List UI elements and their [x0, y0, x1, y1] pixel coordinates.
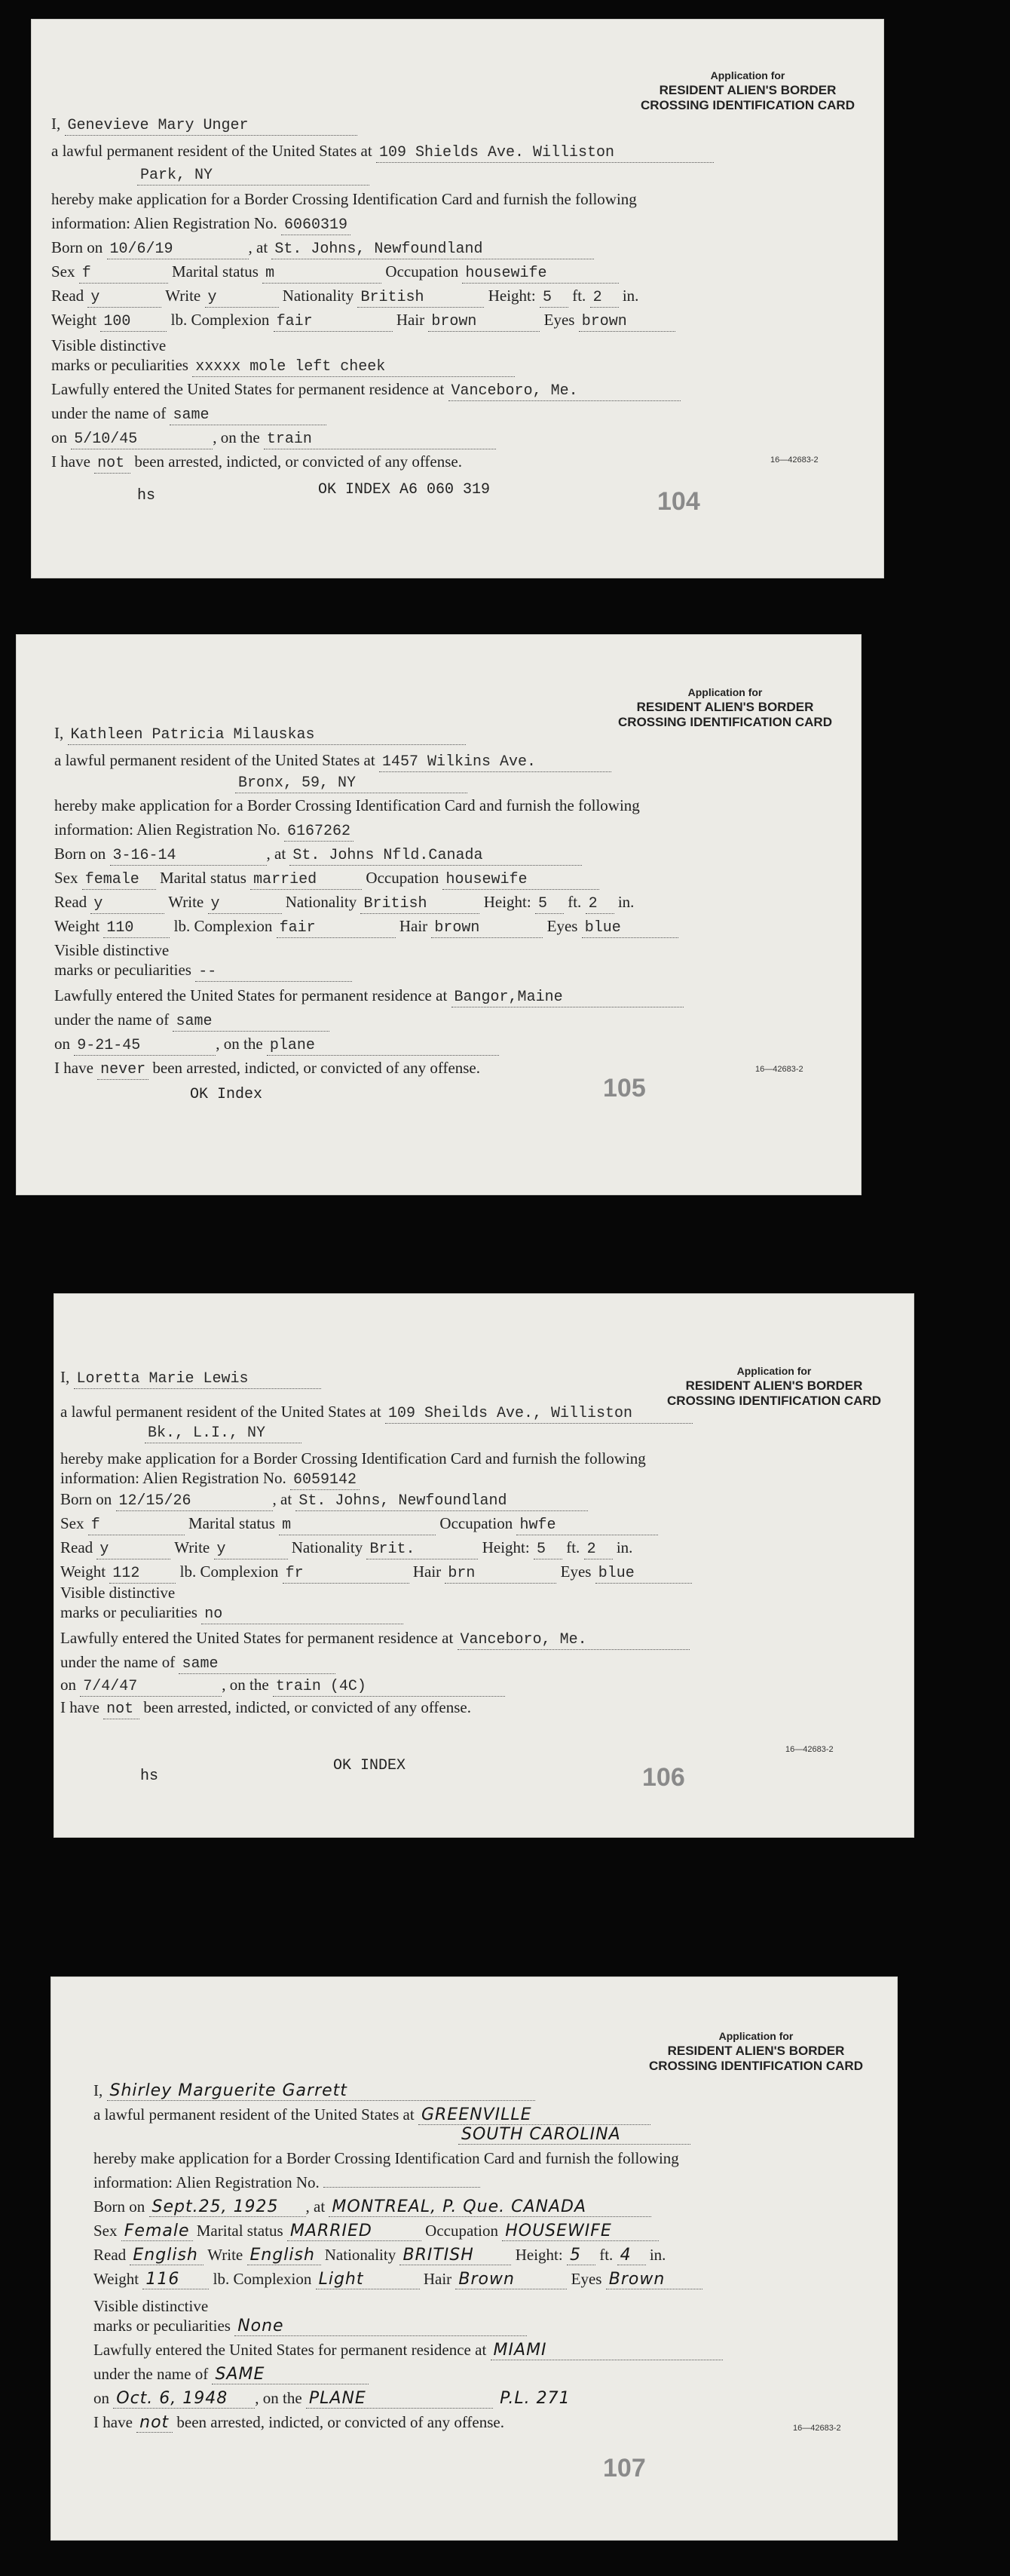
entry-name: same	[173, 1013, 329, 1032]
label-lawful: a lawful permanent resident of the United States at	[54, 751, 375, 769]
label-occupation: Occupation	[385, 262, 459, 281]
label-been: been arrested, indicted, or convicted of any offense.	[176, 2413, 504, 2431]
nationality-value: British	[360, 895, 479, 914]
alien-registration-number: 6167262	[284, 823, 354, 842]
conveyance: train (4C)	[273, 1678, 505, 1697]
label-occupation: Occupation	[439, 1514, 513, 1532]
label-ft: ft.	[566, 1538, 580, 1556]
label-on-the: , on the	[222, 1676, 269, 1694]
label-under: under the name of	[60, 1653, 176, 1671]
label-have: I have	[54, 1059, 93, 1077]
label-sex: Sex	[60, 1514, 84, 1532]
read-value: y	[96, 1541, 170, 1559]
write-value: y	[208, 895, 282, 914]
label-write: Write	[174, 1538, 210, 1556]
hair-value: brn	[445, 1565, 556, 1584]
header-app-for: Application for	[687, 686, 763, 698]
label-height: Height:	[515, 2246, 563, 2264]
occupation-value: housewife	[462, 265, 619, 284]
card-number: 105	[603, 1074, 646, 1102]
label-been: been arrested, indicted, or convicted of any offense.	[134, 452, 462, 471]
hair-value: brown	[428, 313, 540, 332]
arrested-value: not	[103, 1700, 139, 1719]
height-in: 2	[584, 1541, 613, 1559]
label-ft: ft.	[572, 287, 586, 305]
label-write: Write	[165, 287, 201, 305]
label-on: on	[93, 2389, 109, 2407]
label-i: I,	[93, 2081, 103, 2099]
label-hereby: hereby make application for a Border Crossing Identification Card and furnish the following	[51, 190, 637, 208]
write-value: English	[247, 2246, 321, 2265]
address-line2: Bronx, 59, NY	[235, 774, 467, 793]
label-eyes: Eyes	[543, 311, 575, 329]
marks-value: --	[195, 963, 352, 982]
marks-value: no	[201, 1605, 403, 1624]
eyes-value: blue	[582, 919, 678, 938]
label-on-the: , on the	[213, 428, 260, 446]
application-card-4	[51, 1977, 897, 2540]
occupation-value: hwfe	[516, 1516, 658, 1535]
header-app-for: Application for	[718, 2030, 794, 2042]
label-ft: ft.	[599, 2246, 614, 2264]
occupation-value: housewife	[442, 871, 599, 890]
marital-value: MARRIED	[287, 2222, 421, 2241]
label-hereby: hereby make application for a Border Crossing Identification Card and furnish the following	[60, 1449, 646, 1467]
alien-registration-number: 6059142	[290, 1471, 360, 1490]
height-in: 4	[617, 2246, 646, 2265]
entry-date: 7/4/47	[80, 1678, 222, 1697]
label-nationality: Nationality	[291, 1538, 363, 1556]
label-marital: Marital status	[160, 869, 246, 887]
label-nationality: Nationality	[282, 287, 354, 305]
label-on-the: , on the	[255, 2389, 302, 2407]
complexion-value: Light	[316, 2271, 420, 2289]
eyes-value: Brown	[606, 2271, 702, 2289]
entry-place: Bangor,Maine	[451, 989, 684, 1007]
card-header	[642, 1363, 906, 1409]
application-card-1	[32, 20, 883, 578]
label-lawfully: Lawfully entered the United States for permanent residence at	[93, 2341, 487, 2359]
conveyance-note: P.L. 271	[500, 2389, 571, 2408]
label-in: in.	[617, 893, 635, 911]
label-write: Write	[168, 893, 204, 911]
label-born-on: Born on	[93, 2197, 145, 2216]
marital-value: married	[250, 871, 362, 890]
header-app-for: Application for	[710, 69, 785, 81]
label-under: under the name of	[51, 404, 167, 422]
entry-name: same	[179, 1655, 335, 1674]
entry-place: Vanceboro, Me.	[458, 1631, 690, 1650]
address-line1: 1457 Wilkins Ave.	[379, 753, 611, 772]
complexion-value: fr	[283, 1565, 409, 1584]
header-title-line2: CROSSING IDENTIFICATION CARD	[641, 98, 855, 112]
label-alien-reg: information: Alien Registration No.	[93, 2173, 320, 2191]
read-value: y	[90, 895, 164, 914]
height-ft: 5	[540, 289, 568, 308]
entry-name: SAME	[212, 2366, 369, 2384]
form-number: 16—42683-2	[785, 1745, 834, 1754]
applicant-name: Genevieve Mary Unger	[65, 117, 357, 136]
hair-value: brown	[431, 919, 543, 938]
form-number: 16—42683-2	[793, 2424, 841, 2433]
card-number: 104	[657, 487, 700, 516]
address-line2: Park, NY	[137, 167, 369, 186]
applicant-name: Loretta Marie Lewis	[74, 1370, 321, 1389]
marks-value: xxxxx mole left cheek	[192, 358, 515, 377]
application-card-3	[54, 1294, 914, 1837]
read-value: English	[130, 2246, 204, 2265]
entry-place: Vanceboro, Me.	[448, 382, 681, 401]
label-born-on: Born on	[54, 845, 106, 863]
label-on: on	[54, 1035, 70, 1053]
sex-value: f	[88, 1516, 185, 1535]
label-under: under the name of	[93, 2365, 209, 2383]
clerk-initials: hs	[137, 487, 156, 504]
height-ft: 5	[534, 1541, 562, 1559]
label-lawful: a lawful permanent resident of the United States at	[51, 142, 372, 160]
card-header	[620, 68, 876, 113]
applicant-name: Kathleen Patricia Milauskas	[68, 726, 466, 745]
birthplace: MONTREAL, P. Que. CANADA	[329, 2198, 651, 2217]
conveyance: train	[264, 431, 496, 449]
label-been: been arrested, indicted, or convicted of any offense.	[143, 1698, 471, 1716]
complexion-value: fair	[277, 919, 396, 938]
alien-registration-number: 6060319	[281, 216, 350, 235]
conveyance: PLANE	[306, 2390, 493, 2409]
applicant-name: Shirley Marguerite Garrett	[107, 2082, 535, 2101]
label-weight: Weight	[51, 311, 97, 329]
label-alien-reg: information: Alien Registration No.	[60, 1469, 286, 1487]
label-complexion: Complexion	[200, 1562, 279, 1581]
arrested-value: not	[94, 455, 130, 474]
label-lb: lb.	[173, 917, 191, 935]
label-complexion: Complexion	[233, 2270, 312, 2288]
entry-name: same	[170, 406, 326, 425]
label-eyes: Eyes	[546, 917, 578, 935]
label-i: I,	[51, 115, 61, 133]
weight-value: 100	[100, 313, 167, 332]
label-complexion: Complexion	[194, 917, 273, 935]
label-hair: Hair	[423, 2270, 452, 2288]
height-ft: 5	[567, 2246, 595, 2265]
birthplace: St. Johns, Newfoundland	[271, 241, 594, 259]
index-stamp: OK INDEX	[333, 1757, 406, 1774]
label-in: in.	[616, 1538, 633, 1556]
label-weight: Weight	[60, 1562, 106, 1581]
label-weight: Weight	[93, 2270, 139, 2288]
weight-value: 112	[109, 1565, 176, 1584]
sex-value: female	[82, 871, 156, 890]
label-on: on	[51, 428, 67, 446]
label-hair: Hair	[396, 311, 425, 329]
marks-value: None	[234, 2317, 527, 2336]
arrested-value: never	[97, 1061, 148, 1080]
label-have: I have	[93, 2413, 133, 2431]
entry-date: Oct. 6, 1948	[113, 2390, 255, 2409]
label-hereby: hereby make application for a Border Crossing Identification Card and furnish the following	[93, 2149, 679, 2167]
arrested-value: not	[136, 2414, 173, 2433]
label-occupation: Occupation	[366, 869, 439, 887]
height-in: 2	[586, 895, 614, 914]
form-number: 16—42683-2	[770, 455, 819, 465]
card-header	[624, 2029, 888, 2074]
label-have: I have	[60, 1698, 99, 1716]
label-in: in.	[649, 2246, 666, 2264]
entry-place: MIAMI	[491, 2341, 723, 2360]
label-alien-reg: information: Alien Registration No.	[51, 214, 277, 232]
label-visible: Visible distinctive	[60, 1584, 176, 1602]
label-in: in.	[622, 287, 639, 305]
birthplace: St. Johns Nfld.Canada	[289, 847, 582, 866]
birthplace: St. Johns, Newfoundland	[295, 1492, 588, 1511]
label-nationality: Nationality	[285, 893, 357, 911]
label-height: Height:	[488, 287, 536, 305]
header-app-for: Application for	[736, 1365, 812, 1377]
address-line1: 109 Sheilds Ave., Williston	[385, 1405, 693, 1424]
label-alien-reg: information: Alien Registration No.	[54, 820, 280, 839]
label-sex: Sex	[51, 262, 75, 281]
clerk-initials: hs	[140, 1768, 159, 1785]
label-marks: marks or peculiarities	[60, 1603, 197, 1621]
label-sex: Sex	[93, 2222, 118, 2240]
nationality-value: British	[357, 289, 484, 308]
eyes-value: brown	[579, 313, 675, 332]
address-line1: GREENVILLE	[418, 2106, 650, 2125]
label-nationality: Nationality	[324, 2246, 396, 2264]
label-eyes: Eyes	[571, 2270, 602, 2288]
label-marital: Marital status	[188, 1514, 275, 1532]
label-lawfully: Lawfully entered the United States for permanent residence at	[51, 380, 445, 398]
height-in: 2	[590, 289, 619, 308]
label-lb: lb.	[213, 2270, 230, 2288]
card-number: 107	[603, 2454, 646, 2482]
occupation-value: HOUSEWIFE	[502, 2222, 659, 2241]
marital-value: m	[262, 265, 381, 284]
label-visible: Visible distinctive	[93, 2297, 209, 2315]
conveyance: plane	[267, 1037, 499, 1056]
label-sex: Sex	[54, 869, 78, 887]
label-weight: Weight	[54, 917, 100, 935]
label-marital: Marital status	[196, 2222, 283, 2240]
label-occupation: Occupation	[425, 2222, 498, 2240]
form-number: 16—42683-2	[755, 1065, 803, 1074]
label-marks: marks or peculiarities	[51, 356, 188, 374]
label-have: I have	[51, 452, 90, 471]
label-i: I,	[54, 724, 64, 742]
index-stamp: OK INDEX A6 060 319	[318, 481, 491, 498]
weight-value: 110	[103, 919, 170, 938]
label-born-on: Born on	[51, 238, 103, 256]
birth-date: Sept.25, 1925	[149, 2198, 306, 2217]
nationality-value: Brit.	[366, 1541, 478, 1559]
label-under: under the name of	[54, 1010, 170, 1029]
label-lb: lb.	[179, 1562, 197, 1581]
height-ft: 5	[535, 895, 564, 914]
write-value: y	[205, 289, 279, 308]
label-been: been arrested, indicted, or convicted of any offense.	[152, 1059, 481, 1077]
label-on: on	[60, 1676, 76, 1694]
birth-date: 12/15/26	[116, 1492, 273, 1511]
alien-registration-number	[323, 2187, 480, 2188]
address-line2: Bk., L.I., NY	[145, 1424, 301, 1443]
label-write: Write	[207, 2246, 243, 2264]
label-marks: marks or peculiarities	[54, 961, 191, 979]
entry-date: 9-21-45	[74, 1037, 216, 1056]
application-card-2	[17, 635, 861, 1194]
label-at: , at	[272, 1490, 292, 1508]
label-height: Height:	[483, 893, 531, 911]
header-title-line2: CROSSING IDENTIFICATION CARD	[649, 2059, 863, 2073]
birth-date: 10/6/19	[107, 241, 249, 259]
nationality-value: BRITISH	[399, 2246, 511, 2265]
label-at: , at	[248, 238, 268, 256]
hair-value: Brown	[455, 2271, 567, 2289]
label-ft: ft.	[568, 893, 582, 911]
label-lawfully: Lawfully entered the United States for permanent residence at	[54, 986, 448, 1004]
entry-date: 5/10/45	[71, 431, 213, 449]
label-visible: Visible distinctive	[54, 941, 170, 959]
card-number: 106	[642, 1763, 685, 1792]
label-hereby: hereby make application for a Border Crossing Identification Card and furnish the following	[54, 796, 640, 814]
header-title-line1: RESIDENT ALIEN'S BORDER	[667, 2044, 845, 2058]
address-line2: SOUTH CAROLINA	[458, 2126, 690, 2145]
label-marital: Marital status	[172, 262, 259, 281]
label-hair: Hair	[412, 1562, 442, 1581]
header-title-line1: RESIDENT ALIEN'S BORDER	[685, 1378, 863, 1393]
address-line1: 109 Shields Ave. Williston	[376, 144, 714, 163]
label-lawful: a lawful permanent resident of the United States at	[60, 1403, 381, 1421]
marital-value: m	[279, 1516, 436, 1535]
read-value: y	[87, 289, 161, 308]
birth-date: 3-16-14	[110, 847, 267, 866]
label-read: Read	[54, 893, 87, 911]
sex-value: Female	[121, 2222, 193, 2241]
label-read: Read	[51, 287, 84, 305]
complexion-value: fair	[274, 313, 393, 332]
eyes-value: blue	[595, 1565, 692, 1584]
sex-value: f	[79, 265, 168, 284]
header-title-line2: CROSSING IDENTIFICATION CARD	[667, 1394, 881, 1408]
header-title-line1: RESIDENT ALIEN'S BORDER	[636, 700, 814, 714]
label-marks: marks or peculiarities	[93, 2317, 231, 2335]
label-read: Read	[60, 1538, 93, 1556]
label-eyes: Eyes	[560, 1562, 592, 1581]
label-on-the: , on the	[216, 1035, 263, 1053]
label-read: Read	[93, 2246, 127, 2264]
label-lawful: a lawful permanent resident of the United States at	[93, 2105, 415, 2124]
label-at: , at	[266, 845, 286, 863]
header-title-line1: RESIDENT ALIEN'S BORDER	[659, 83, 837, 97]
write-value: y	[214, 1541, 288, 1559]
label-complexion: Complexion	[191, 311, 270, 329]
index-stamp: OK Index	[190, 1086, 263, 1103]
label-height: Height:	[482, 1538, 530, 1556]
label-lb: lb.	[170, 311, 188, 329]
label-born-on: Born on	[60, 1490, 112, 1508]
label-lawfully: Lawfully entered the United States for permanent residence at	[60, 1629, 454, 1647]
label-at: , at	[305, 2197, 326, 2216]
label-i: I,	[60, 1368, 70, 1386]
weight-value: 116	[142, 2271, 209, 2289]
label-hair: Hair	[399, 917, 428, 935]
card-header	[597, 685, 853, 730]
label-visible: Visible distinctive	[51, 336, 167, 354]
header-title-line2: CROSSING IDENTIFICATION CARD	[618, 715, 832, 729]
